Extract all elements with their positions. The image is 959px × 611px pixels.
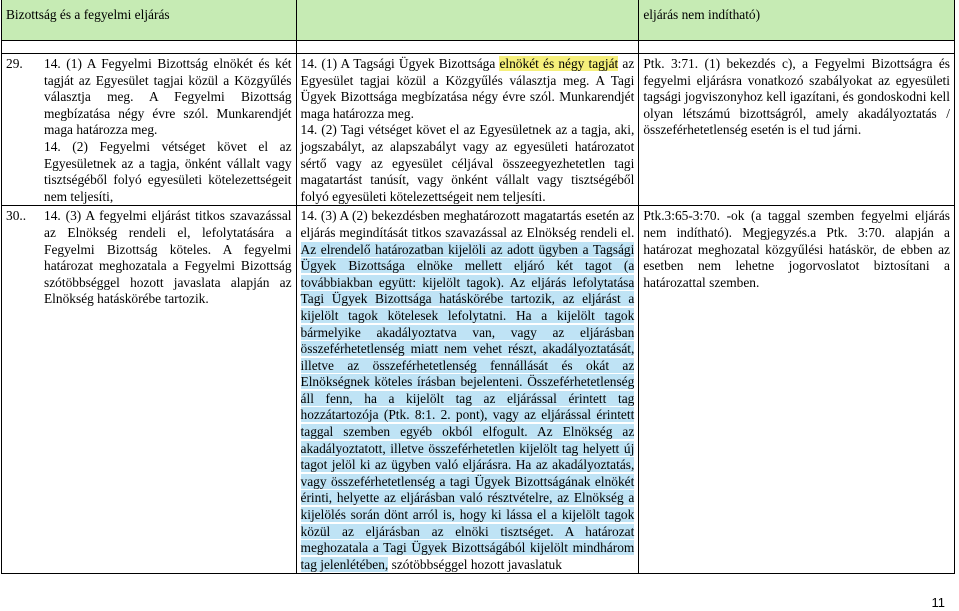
paragraph: 14. (2) Fegyelmi vétséget követ el az Egyesületnek az a tagja, önként vállalt vagy tisztségéből folyó egyesületi kötelezettségeit nem teljesíti, [44, 138, 292, 204]
row-29-col3: Ptk. 3:71. (1) bekezdés c), a Fegyelmi Bizottságra és fegyelmi eljárásra vonatkozó szabályokat az egyesületi tagsági jogviszonyhoz kell igazítani, és gondoskodni kell olyan létszámú bizottságról, amely akadályoztatás /összeférhetetlenség esetén is el tud járni. [639, 54, 955, 206]
row-30-col3: Ptk.3:65-3:70. -ok (a taggal szemben fegyelmi eljárás nem indítható). Megjegyzés.a Ptk. 3:70. alapján a határozat meghozatal közgyűlési hatáskör, de ebben az esetben nem lehetne jogorvoslatot biztosítani a határozattal szemben. [639, 206, 955, 574]
paragraph: szótöbbséggel hozott javaslatuk [388, 556, 562, 572]
paragraph: 14. (3) A fegyelmi eljárást titkos szavazással az Elnökség rendeli el, lefolytatására a Fegyelmi Bizottság köteles. A fegyelmi határozat meghozatala a Fegyelmi Bizottság szótöbbséggel hozott javaslata alapján az Elnökség hatáskörébe tartozik. [44, 208, 292, 307]
paragraph: 14. (2) Tagi vétséget követ el az Egyesületnek az a tagja, aki, jogszabályt, az alapszabályt vagy az egyesületi határozatot sértő vagy az egyesület céljával összeegyezhetetlen tagi magatartást tanúsít, vagy önként vállalt vagy tisztségéből folyó egyesületi kötelezettségeit nem teljesíti. [300, 122, 635, 204]
row-30-col2 [296, 206, 639, 574]
row-29-col1 [2, 54, 297, 206]
row-number: 30.. [6, 208, 27, 224]
comparison-table [1, 0, 955, 574]
spacer-row [2, 41, 955, 54]
row-29-col2 [296, 54, 639, 206]
paragraph: 14. (1) A Tagsági Ügyek Bizottsága elnökét és négy tagját az Egyesület tagjai közül a Közgyűlés választja meg. A Tagi Ügyek Bizottsága megbízatása négy évre szól. Munkarendjét maga határozza meg. [300, 56, 635, 121]
header-right: eljárás nem indítható) [639, 0, 955, 41]
paragraph: 14. (1) A Fegyelmi Bizottság elnökét és két tagját az Egyesület tagjai közül a Közgyűlés választja meg. A Fegyelmi Bizottság megbízatása négy évre szól. Munkarendjét maga határozza meg. [44, 56, 292, 138]
paragraph: 14. (3) A (2) bekezdésben meghatározott magatartás esetén az eljárás megindítását titkos szavazással az Elnökség rendeli el. [300, 208, 635, 240]
highlight: elnökét és négy tagját [499, 56, 619, 71]
table-row [2, 54, 955, 206]
header-middle [296, 0, 639, 41]
table-row [2, 206, 955, 574]
header-left: Bizottság és a fegyelmi eljárás [2, 0, 297, 41]
page-number: 11 [931, 595, 945, 610]
highlight: Az elrendelő határozatban kijelöli az adott ügyben a Tagsági Ügyek Bizottsága elnöke mellett eljáró két tagot (a továbbiakban együtt: kijelölt tagok). Az eljárás lefolytatása Tagi Ügyek Bizottsága hatáskörébe tartozik, az eljárást a kijelölt tagok kötelesek lefolytatni. Ha a kijelölt tagok bármelyike akadályoztatva van, vagy az eljárásban összeférhetetlenség miatt nem vehet részt, akadályoztatását, illetve az összeférhetetlenség fennállását és okát az Elnökségnek köteles írásban bejelenteni. Összeférhetetlenség áll fenn, ha a kijelölt tag az eljárással érintett tag hozzátartozója (Ptk. 8:1. 2. pont), vagy az eljárással érintett taggal szemben egyéb okból elfogult. Az Elnökség az akadályoztatott, illetve összeférhetetlen kijelölt tag helyett új tagot jelöl ki az ügyben való eljárásra. Ha az akadályoztatás, vagy összeférhetetlenség a tagi Ügyek Bizottságának elnökét érinti, helyette az eljárásban való résztvételre, az Elnökség a kijelölés során dönt arról is, hogy ki lássa el a kijelölt tagok közül az eljárásban az elnöki tisztséget. A határozat meghozatala a Tagi Ügyek Bizottságából kijelölt mindhárom tag jelenlétében, [300, 241, 635, 572]
row-number: 29. [6, 56, 23, 71]
row-30-col1 [2, 206, 297, 574]
header-row [2, 0, 955, 41]
